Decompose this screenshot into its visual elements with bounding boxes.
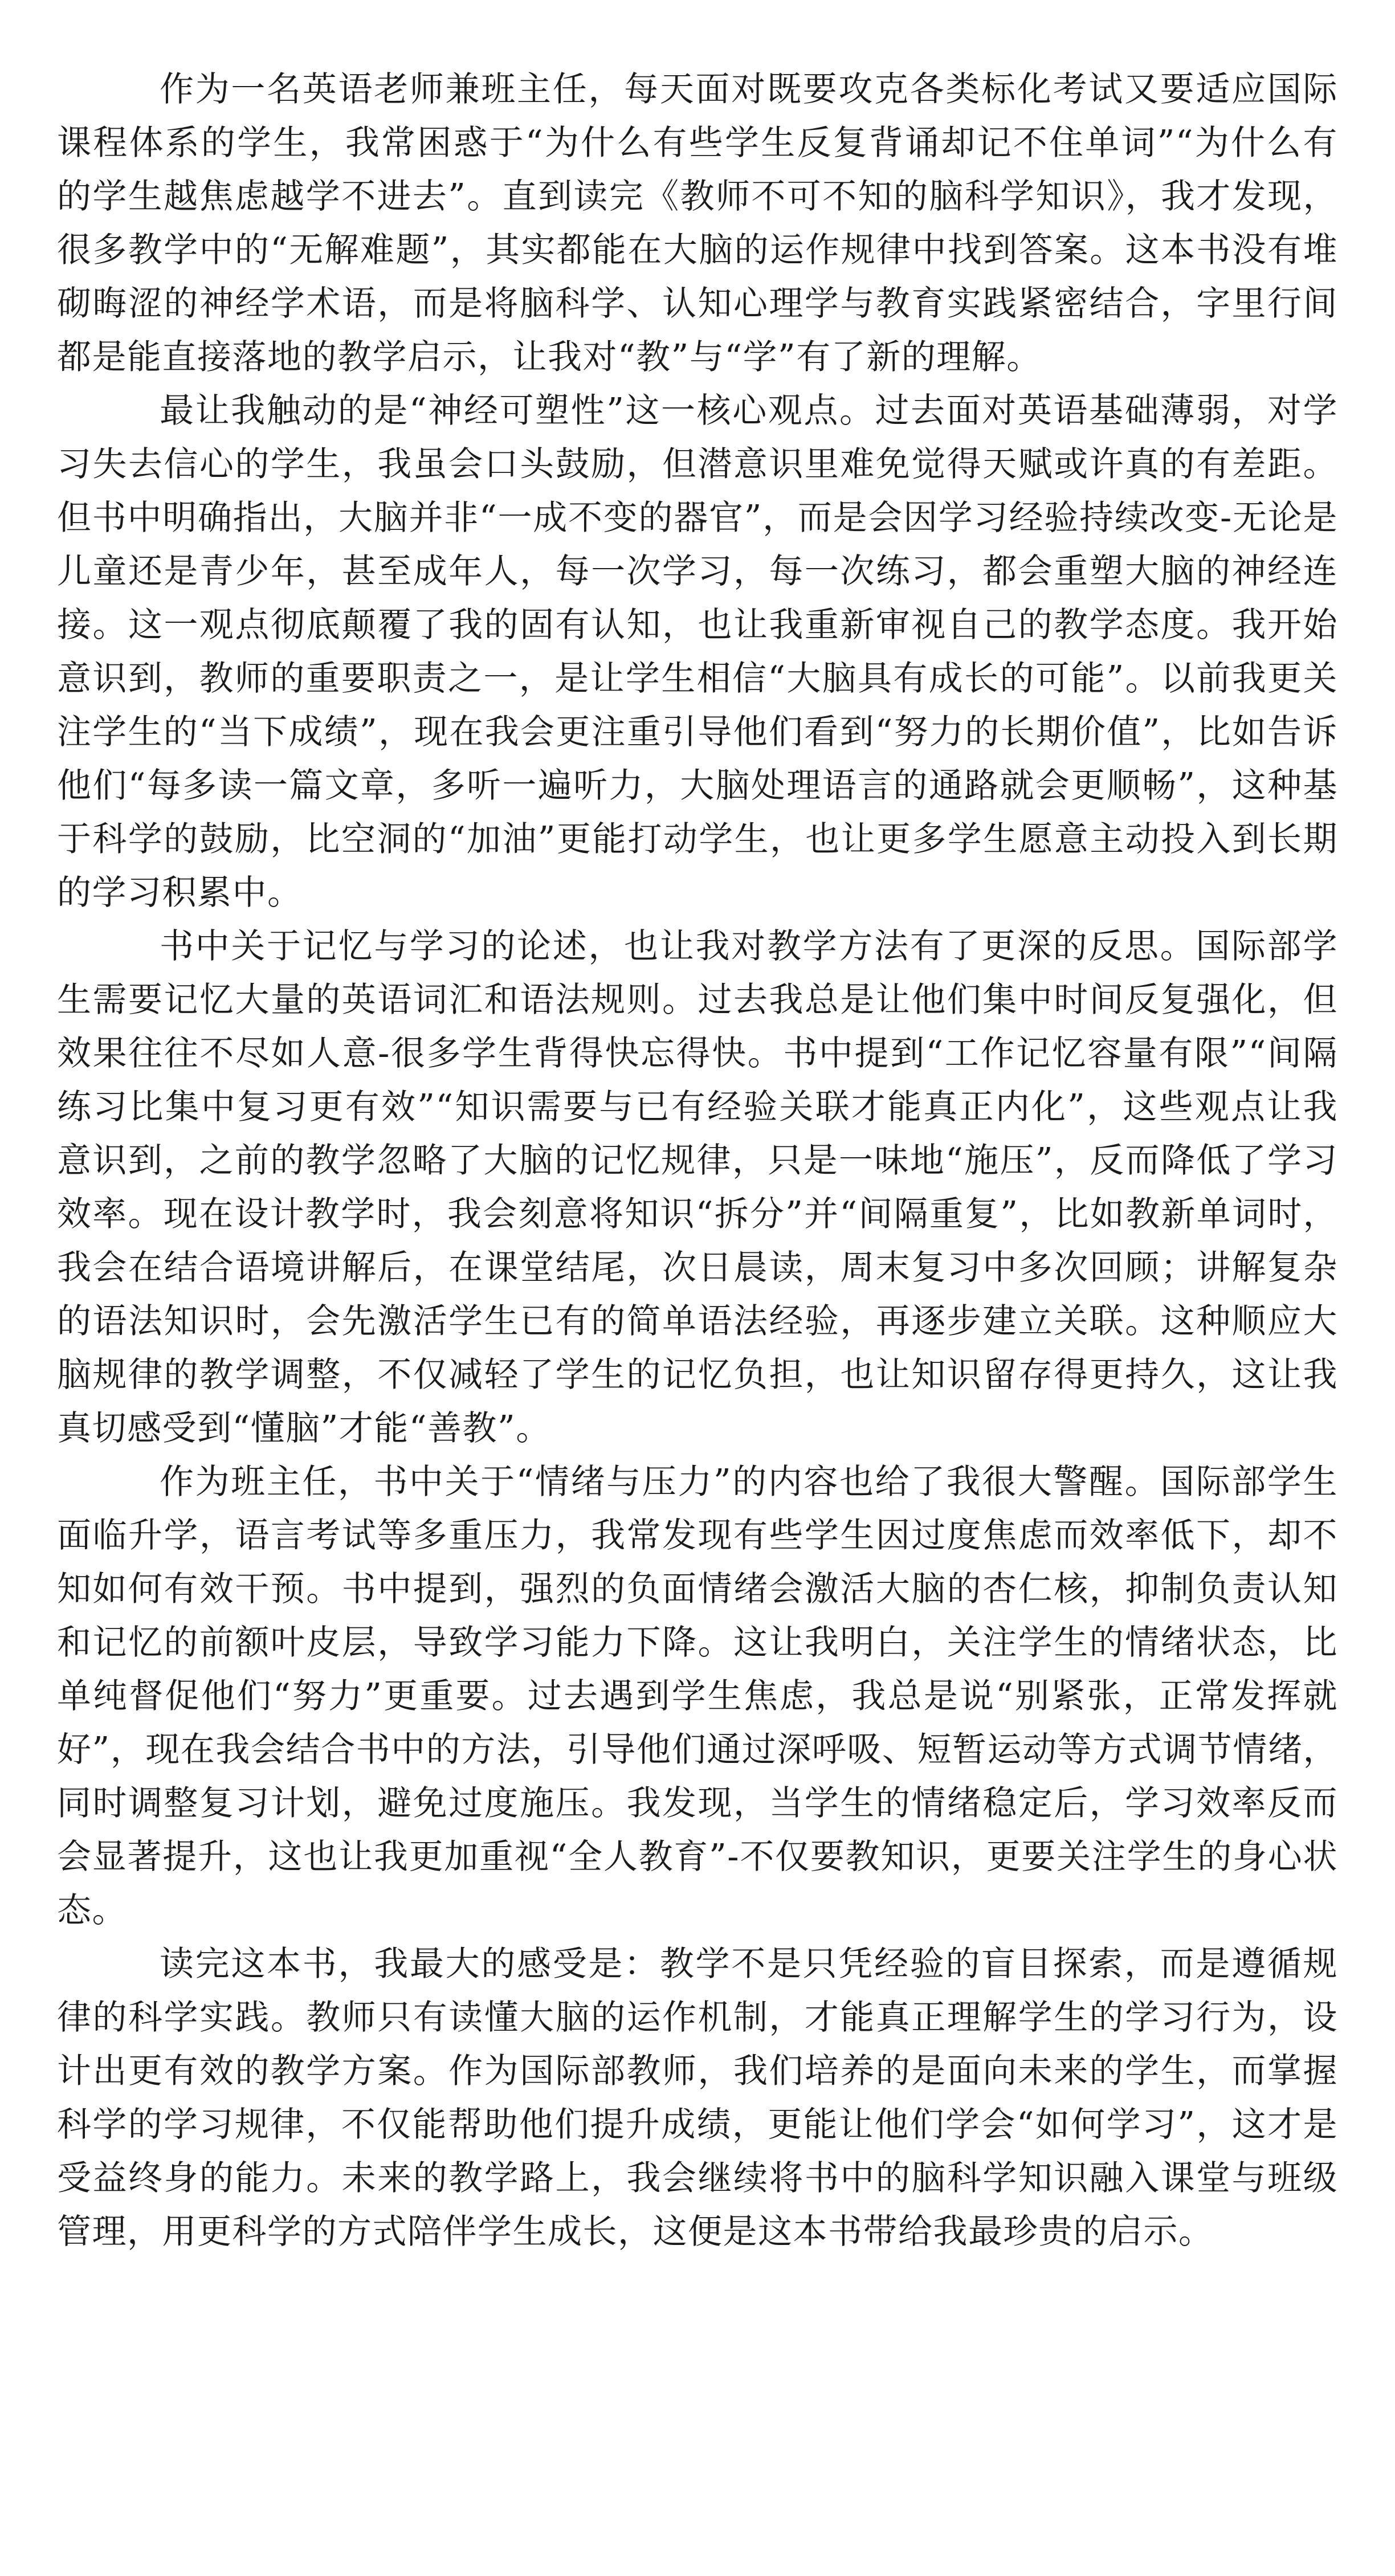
paragraph-neuroplasticity: 最让我触动的是“神经可塑性”这一核心观点。过去面对英语基础薄弱，对学习失去信心的学生，我虽会口头鼓励，但潜意识里难免觉得天赋或许真的有差距。但书中明确指出，大脑并非“一成不变的器官”，而是会因学习经验持续改变-无论是儿童还是青少年，甚至成年人，每一次学习，每一次练习，都会重塑大脑的神经连接。这一观点彻底颠覆了我的固有认知，也让我重新审视自己的教学态度。我开始意识到，教师的重要职责之一，是让学生相信“大脑具有成长的可能”。以前我更关注学生的“当下成绩”，现在我会更注重引导他们看到“努力的长期价值”，比如告诉他们“每多读一篇文章，多听一遍听力，大脑处理语言的通路就会更顺畅”，这种基于科学的鼓励，比空洞的“加油”更能打动学生，也让更多学生愿意主动投入到长期的学习积累中。 [57, 391, 1338, 913]
paragraph-memory-learning: 书中关于记忆与学习的论述，也让我对教学方法有了更深的反思。国际部学生需要记忆大量的英语词汇和语法规则。过去我总是让他们集中时间反复强化，但效果往往不尽如人意-很多学生背得快忘得快。书中提到“工作记忆容量有限”“间隔练习比集中复习更有效”“知识需要与已有经验关联才能真正内化”，这些观点让我意识到，之前的教学忽略了大脑的记忆规律，只是一味地“施压”，反而降低了学习效率。现在设计教学时，我会刻意将知识“拆分”并“间隔重复”，比如教新单词时，我会在结合语境讲解后，在课堂结尾，次日晨读，周末复习中多次回顾；讲解复杂的语法知识时，会先激活学生已有的简单语法经验，再逐步建立关联。这种顺应大脑规律的教学调整，不仅减轻了学生的记忆负担，也让知识留存得更持久，这让我真切感受到“懂脑”才能“善教”。 [57, 926, 1338, 1448]
essay-body [57, 63, 1338, 2259]
paragraph-intro: 作为一名英语老师兼班主任，每天面对既要攻克各类标化考试又要适应国际课程体系的学生，我常困惑于“为什么有些学生反复背诵却记不住单词”“为什么有的学生越焦虑越学不进去”。直到读完《教师不可不知的脑科学知识》，我才发现，很多教学中的“无解难题”，其实都能在大脑的运作规律中找到答案。这本书没有堆砌晦涩的神经学术语，而是将脑科学、认知心理学与教育实践紧密结合，字里行间都是能直接落地的教学启示，让我对“教”与“学”有了新的理解。 [57, 70, 1338, 377]
paragraph-conclusion: 读完这本书，我最大的感受是：教学不是只凭经验的盲目探索，而是遵循规律的科学实践。教师只有读懂大脑的运作机制，才能真正理解学生的学习行为，设计出更有效的教学方案。作为国际部教师，我们培养的是面向未来的学生，而掌握科学的学习规律，不仅能帮助他们提升成绩，更能让他们学会“如何学习”，这才是受益终身的能力。未来的教学路上，我会继续将书中的脑科学知识融入课堂与班级管理，用更科学的方式陪伴学生成长，这便是这本书带给我最珍贵的启示。 [57, 1944, 1338, 2252]
paragraph-emotion-stress: 作为班主任，书中关于“情绪与压力”的内容也给了我很大警醒。国际部学生面临升学，语言考试等多重压力，我常发现有些学生因过度焦虑而效率低下，却不知如何有效干预。书中提到，强烈的负面情绪会激活大脑的杏仁核，抑制负责认知和记忆的前额叶皮层，导致学习能力下降。这让我明白，关注学生的情绪状态，比单纯督促他们“努力”更重要。过去遇到学生焦虑，我总是说“别紧张，正常发挥就好”，现在我会结合书中的方法，引导他们通过深呼吸、短暂运动等方式调节情绪，同时调整复习计划，避免过度施压。我发现，当学生的情绪稳定后，学习效率反而会显著提升，这也让我更加重视“全人教育”-不仅要教知识，更要关注学生的身心状态。 [57, 1462, 1338, 1930]
